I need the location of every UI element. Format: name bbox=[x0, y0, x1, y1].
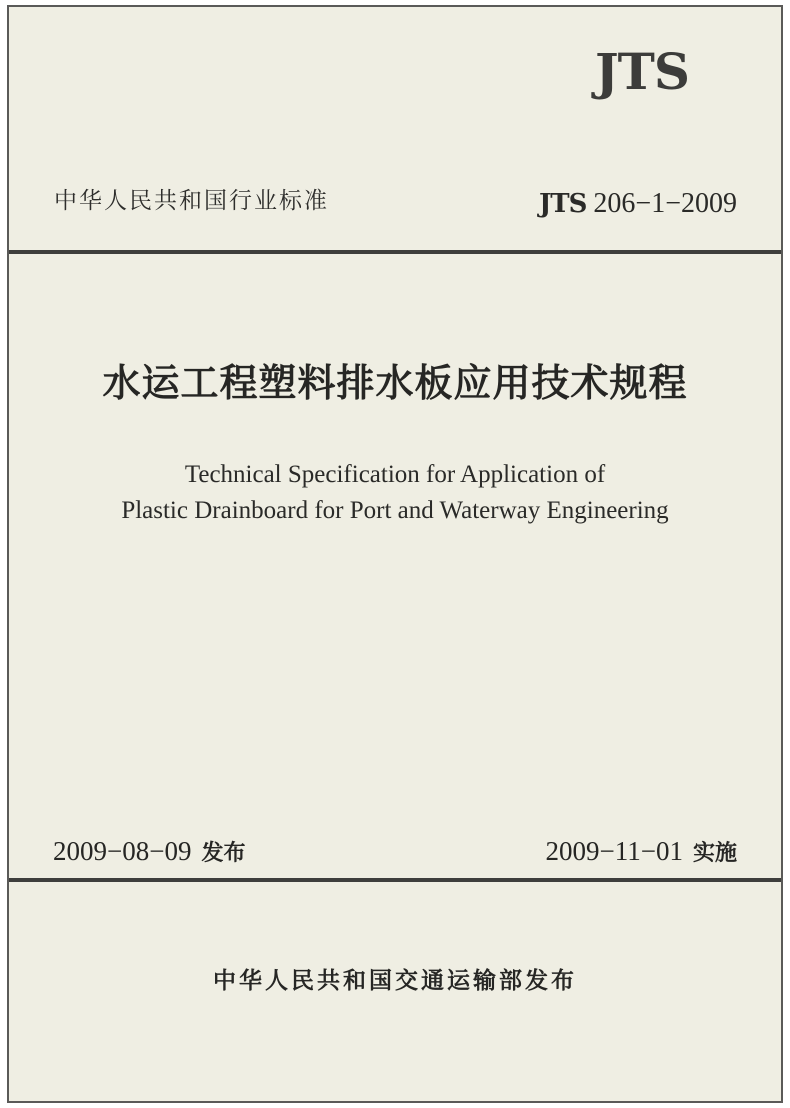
bottom-divider bbox=[9, 878, 781, 882]
standard-code-number: 206−1−2009 bbox=[593, 188, 737, 219]
effective-date: 2009−11−01 bbox=[545, 836, 683, 866]
top-divider bbox=[9, 250, 781, 254]
standard-number bbox=[539, 187, 737, 221]
publisher: 中华人民共和国交通运输部发布 bbox=[213, 968, 577, 994]
effective-label: 实施 bbox=[692, 841, 737, 866]
title-english bbox=[9, 457, 781, 529]
issue-date: 2009−08−09 bbox=[53, 836, 192, 866]
effective-date-block bbox=[546, 835, 737, 867]
issue-label: 发布 bbox=[201, 841, 246, 866]
standard-category: 中华人民共和国行业标准 bbox=[54, 188, 329, 214]
title-english-line-1: Technical Specification for Application of bbox=[184, 461, 606, 488]
standard-code-prefix: JTS bbox=[538, 189, 587, 219]
jts-logo: JTS bbox=[595, 42, 689, 101]
title-chinese: 水运工程塑料排水板应用技术规程 bbox=[102, 361, 688, 405]
issue-date-block bbox=[53, 835, 245, 867]
book-cover bbox=[7, 5, 783, 1103]
title-english-line-2: Plastic Drainboard for Port and Waterway Engineering bbox=[121, 497, 669, 524]
